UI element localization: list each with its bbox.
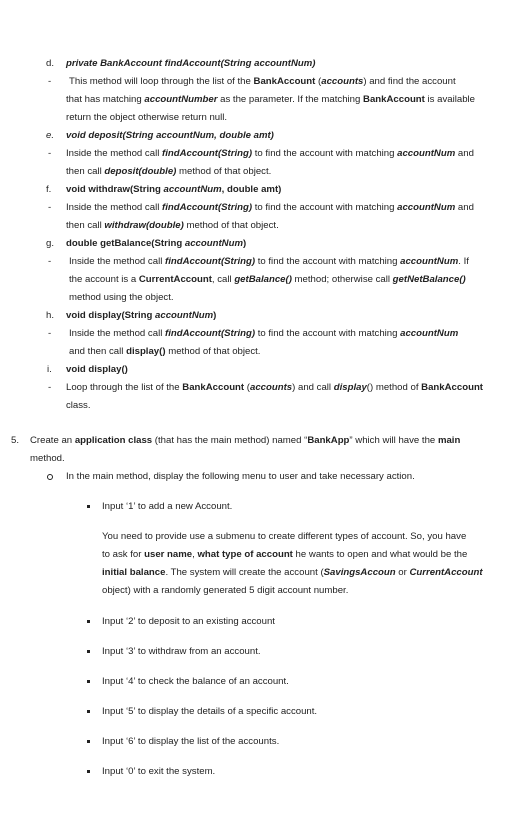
text-line: initial balance. The system will create the account (SavingsAccoun or CurrentAccount: [102, 567, 483, 578]
heading-get-balance: double getBalance(String accountNum): [66, 238, 247, 249]
item-marker-g: g.: [46, 238, 55, 249]
text-line: Inside the method call findAccount(String) to find the account with matching accountNum and: [66, 148, 474, 159]
menu-option-2: Input ‘2’ to deposit to an existing account: [102, 616, 275, 627]
text-line: Inside the method call findAccount(String) to find the account with matching accountNum and: [66, 202, 474, 213]
square-bullet-icon: [87, 620, 90, 623]
item-marker-i: i.: [47, 364, 52, 375]
text-line: method.: [30, 453, 65, 464]
dash-bullet: -: [48, 76, 52, 87]
text-line: return the object otherwise return null.: [66, 112, 228, 123]
heading-find-account: private BankAccount findAccount(String accountNum): [66, 58, 316, 69]
menu-option-4: Input ‘4’ to check the balance of an account.: [102, 676, 289, 687]
item-marker-5: 5.: [11, 435, 20, 446]
dash-bullet: -: [48, 328, 52, 339]
square-bullet-icon: [87, 650, 90, 653]
dash-bullet: -: [48, 382, 52, 393]
dash-bullet: -: [48, 202, 52, 213]
menu-option-0: Input ‘0’ to exit the system.: [102, 766, 216, 777]
heading-deposit: void deposit(String accountNum, double amt): [66, 130, 274, 141]
dash-bullet: -: [48, 256, 52, 267]
text-line: object) with a randomly generated 5 digit account number.: [102, 585, 349, 596]
text-line: Loop through the list of the BankAccount (accounts) and call display() method of BankAccount: [66, 382, 484, 393]
heading-display-account: void display(String accountNum): [66, 310, 217, 321]
menu-option-1: Input ‘1’ to add a new Account.: [102, 501, 233, 512]
text-line: This method will loop through the list of the BankAccount (accounts) and find the account: [69, 76, 456, 87]
text-line: and then call display() method of that object.: [69, 346, 261, 357]
text-line: then call withdraw(double) method of that object.: [66, 220, 279, 231]
text-line: then call deposit(double) method of that object.: [66, 166, 272, 177]
item-marker-e: e.: [46, 130, 55, 141]
menu-option-3: Input ‘3’ to withdraw from an account.: [102, 646, 261, 657]
menu-option-6: Input ‘6’ to display the list of the accounts.: [102, 736, 280, 747]
text-line: In the main method, display the following menu to user and take necessary action.: [66, 471, 415, 482]
square-bullet-icon: [87, 770, 90, 773]
heading-display-all: void display(): [66, 364, 128, 375]
menu-option-5: Input ‘5’ to display the details of a specific account.: [102, 706, 318, 717]
dash-bullet: -: [48, 148, 52, 159]
text-line: that has matching accountNumber as the parameter. If the matching BankAccount is available: [66, 94, 476, 105]
item-marker-f: f.: [46, 184, 52, 195]
item-marker-d: d.: [46, 58, 55, 69]
text-line: to ask for user name, what type of account he wants to open and what would be the: [102, 549, 468, 560]
circle-bullet-icon: [47, 474, 53, 480]
text-line: class.: [66, 400, 91, 411]
text-line: Inside the method call findAccount(String) to find the account with matching accountNum. If: [69, 256, 469, 267]
text-line: the account is a CurrentAccount, call getBalance() method; otherwise call getNetBalance(): [69, 274, 466, 285]
text-line: Create an application class (that has the main method) named “BankApp” which will have the main: [30, 435, 461, 446]
square-bullet-icon: [87, 710, 90, 713]
square-bullet-icon: [87, 680, 90, 683]
square-bullet-icon: [87, 505, 90, 508]
text-line: Inside the method call findAccount(String) to find the account with matching accountNum: [69, 328, 459, 339]
text-line: You need to provide use a submenu to create different types of account. So, you have: [102, 531, 467, 542]
heading-withdraw: void withdraw(String accountNum, double amt): [66, 184, 282, 195]
square-bullet-icon: [87, 740, 90, 743]
item-marker-h: h.: [46, 310, 55, 321]
text-line: method using the object.: [69, 292, 174, 303]
